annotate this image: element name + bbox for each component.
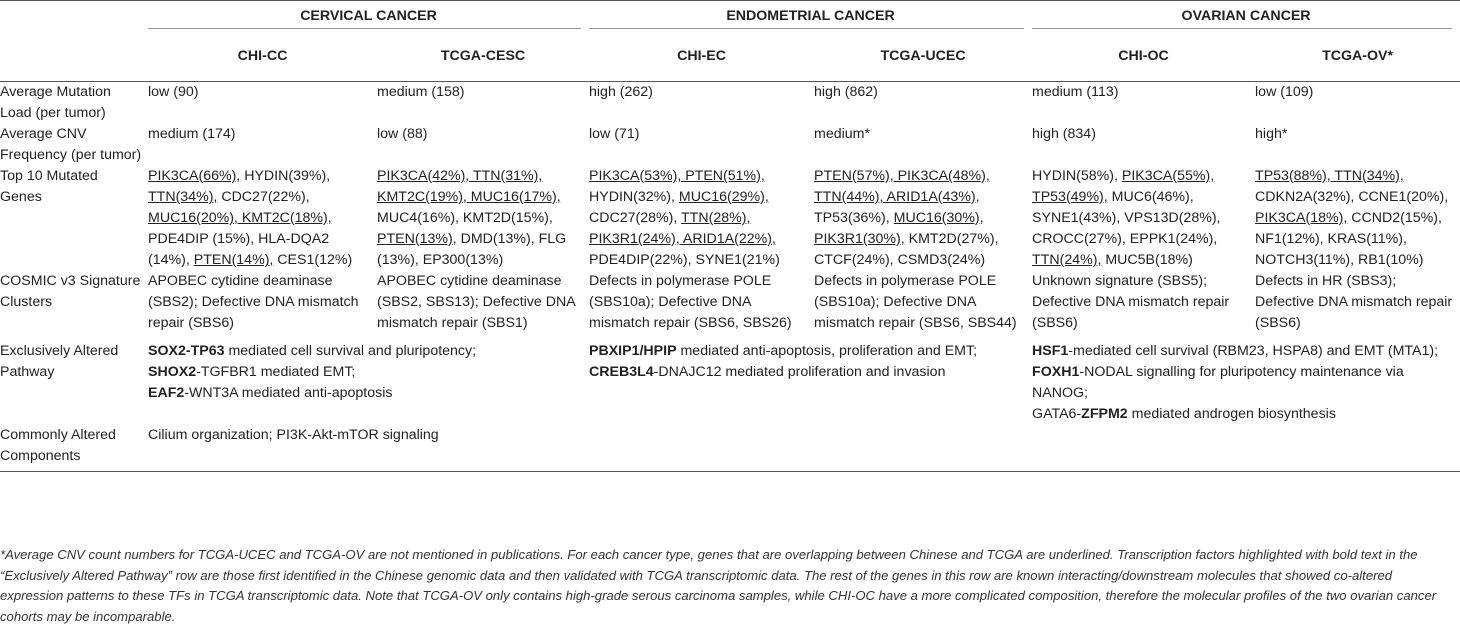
text-run: MUC6(46%), SYNE1(43%), VPS13D(28%), CROCC(27%), EPPK1(24%), — [1032, 189, 1221, 247]
cell-pathway-ovarian — [1032, 334, 1460, 425]
cell: APOBEC cytidine deaminase (SBS2, SBS13); Defective DNA mismatch repair (SBS1) — [377, 273, 575, 331]
text-run: PDE4DIP(22%), SYNE1(21%) — [589, 252, 780, 268]
tf-name: CREB3L4 — [589, 364, 654, 380]
cell: Unknown signature (SBS5); Defective DNA mismatch repair (SBS6) — [1032, 273, 1230, 331]
pathway-line — [148, 341, 583, 362]
cell: medium* — [814, 126, 870, 142]
text-run: mediated cell survival and pluripotency; — [224, 343, 477, 359]
cohort-tcga-ov: TCGA-OV* — [1322, 47, 1393, 64]
tf-name: FOXH1 — [1032, 364, 1080, 380]
pathway-line — [1032, 404, 1454, 425]
cell: low (109) — [1255, 84, 1314, 100]
cell — [814, 166, 1032, 271]
group-ovarian: OVARIAN CANCER — [1032, 1, 1460, 32]
row-cosmic — [0, 271, 1460, 334]
pathway-line — [1032, 341, 1454, 362]
pathway-line — [148, 362, 583, 383]
text-run: TP53(36%), — [814, 210, 894, 226]
pathway-line — [1032, 362, 1454, 404]
text-run: PDE4DIP (15%), HLA-DQA2 (14%), — [148, 231, 330, 268]
cohort-tcga-cesc: TCGA-CESC — [440, 47, 526, 64]
cell — [148, 166, 377, 271]
row-cnv-frequency — [0, 124, 1460, 166]
cell — [1032, 166, 1255, 271]
cohort-chi-ec: CHI-EC — [677, 47, 726, 64]
shared-gene: PIK3CA(55%), TP53(49%), — [1032, 168, 1215, 205]
shared-gene: TTN(34%), — [148, 189, 218, 205]
cell: medium (113) — [1032, 84, 1119, 100]
text-run: CDC27(22%), — [217, 189, 310, 205]
pathway-line — [589, 362, 1026, 383]
shared-gene: PTEN(14%), — [193, 252, 274, 268]
shared-gene: TTN(24%), — [1032, 252, 1102, 268]
cell: low (71) — [589, 126, 640, 142]
shared-gene: PTEN(57%), PIK3CA(48%), TTN(44%), ARID1A(43%), — [814, 168, 990, 205]
pathway-line — [148, 383, 583, 404]
cohort-tcga-ucec: TCGA-UCEC — [880, 47, 966, 64]
text-run: -DNAJC12 mediated proliferation and invasion — [653, 364, 946, 380]
cell: low (88) — [377, 126, 428, 142]
text-run: DMD(13%), FLG (13%), EP300(13%) — [377, 231, 567, 268]
cell-pathway-cervical — [148, 334, 589, 425]
row-label: Top 10 Mutated Genes — [0, 168, 98, 205]
text-run: -NODAL signalling for pluripotency maintenance via NANOG; — [1032, 364, 1404, 401]
shared-gene: PIK3CA(66%), — [148, 168, 241, 184]
text-run: -mediated cell survival (RBM23, HSPA8) and EMT (MTA1); — [1068, 343, 1439, 359]
cell: medium (158) — [377, 84, 465, 100]
cell: high (862) — [814, 84, 878, 100]
group-endometrial: ENDOMETRIAL CANCER — [589, 1, 1032, 32]
text-run: CES1(12%) — [273, 252, 353, 268]
row-label: Commonly Altered Components — [0, 427, 116, 464]
tf-name: ZFPM2 — [1081, 406, 1128, 422]
shared-gene: MUC16(20%), KMT2C(18%), — [148, 210, 332, 226]
row-top10-genes — [0, 166, 1460, 271]
group-cervical: CERVICAL CANCER — [148, 1, 589, 32]
row-label: Average CNV Frequency (per tumor) — [0, 126, 142, 163]
cell — [377, 166, 589, 271]
text-run: mediated androgen biosynthesis — [1127, 406, 1336, 422]
row-mutation-load — [0, 82, 1460, 125]
text-run: -TGFBR1 mediated EMT; — [196, 364, 356, 380]
tf-name: HSF1 — [1032, 343, 1069, 359]
text-run: -WNT3A mediated anti-apoptosis — [184, 385, 393, 401]
cell-common: Cilium organization; PI3K-Akt-mTOR signaling — [148, 427, 439, 443]
group-header-row — [0, 1, 1460, 32]
cell-pathway-endometrial — [589, 334, 1032, 425]
cell — [1255, 166, 1460, 271]
cell: APOBEC cytidine deaminase (SBS2); Defective DNA mismatch repair (SBS6) — [148, 273, 359, 331]
pathway-line — [589, 341, 1026, 362]
shared-gene: TTN(28%), PIK3R1(24%), ARID1A(22%), — [589, 210, 776, 247]
text-run: CDC27(28%), — [589, 210, 682, 226]
cell: Defects in HR (SBS3); Defective DNA mismatch repair (SBS6) — [1255, 273, 1453, 331]
row-common — [0, 425, 1460, 472]
row-pathway — [0, 334, 1460, 425]
row-label: Exclusively Altered Pathway — [0, 343, 119, 380]
cohort-header-row — [0, 31, 1460, 82]
cohort-chi-cc: CHI-CC — [237, 47, 288, 64]
cell — [589, 166, 814, 271]
shared-gene: MUC16(29%), — [678, 189, 769, 205]
footnote: *Average CNV count numbers for TCGA-UCEC and TCGA-OV are not mentioned in publications. For each cancer type, genes that are overlapping between Chinese and TCGA are underlined. Transcription factors highlighted with bold text in the “Exclusively Altered Pathway” row are those first identified in the Chinese genomic data and then validated with TCGA transcriptomic data. The rest of the genes in this row are known interacting/downstream molecules that showed co-altered expression patterns to these TFs in TCGA transcriptomic data. Note that TCGA-OV only contains high-grade serous carcinoma samples, while CHI-OC have a more complicated composition, therefore the molecular profiles of the two ovarian cancer cohorts may be incomparable. — [0, 547, 1437, 624]
shared-gene: PIK3CA(18%), — [1255, 210, 1348, 226]
text-run: HYDIN(32%), — [589, 189, 679, 205]
shared-gene: PIK3CA(42%), TTN(31%), KMT2C(19%), MUC16(17%), — [377, 168, 561, 205]
tf-name: SHOX2 — [148, 364, 197, 380]
text-run: HYDIN(58%), — [1032, 168, 1122, 184]
cohort-chi-oc: CHI-OC — [1118, 47, 1169, 64]
cell: medium (174) — [148, 126, 236, 142]
shared-gene: MUC16(30%), PIK3R1(30%), — [814, 210, 984, 247]
tf-name: EAF2 — [148, 385, 185, 401]
cell: high (262) — [589, 84, 653, 100]
tf-name: SOX2-TP63 — [148, 343, 225, 359]
shared-gene: PIK3CA(53%), PTEN(51%), — [589, 168, 765, 184]
row-label: COSMIC v3 Signature Clusters — [0, 273, 141, 310]
text-run: CCND2(15%), NF1(12%), KRAS(11%), NOTCH3(11%), RB1(10%) — [1255, 210, 1442, 268]
text-run: mediated anti-apoptosis, proliferation and EMT; — [676, 343, 978, 359]
text-run: KMT2D(27%), CTCF(24%), CSMD3(24%) — [814, 231, 999, 268]
cell: high* — [1255, 126, 1288, 142]
cell: low (90) — [148, 84, 199, 100]
text-run: MUC4(16%), KMT2D(15%), — [377, 210, 553, 226]
shared-gene: PTEN(13%), — [377, 231, 457, 247]
cell: Defects in polymerase POLE (SBS10a); Defective DNA mismatch repair (SBS6, SBS26) — [589, 273, 792, 331]
shared-gene: TP53(88%), TTN(34%), — [1255, 168, 1404, 184]
text-run: GATA6- — [1032, 406, 1082, 422]
cell: high (834) — [1032, 126, 1096, 142]
text-run: CDKN2A(32%), CCNE1(20%), — [1255, 189, 1449, 205]
cell: Defects in polymerase POLE (SBS10a); Defective DNA mismatch repair (SBS6, SBS44) — [814, 273, 1017, 331]
tf-name: PBXIP1/HPIP — [589, 343, 677, 359]
text-run: MUC5B(18%) — [1101, 252, 1193, 268]
text-run: HYDIN(39%), — [240, 168, 331, 184]
row-label: Average Mutation Load (per tumor) — [0, 84, 111, 121]
